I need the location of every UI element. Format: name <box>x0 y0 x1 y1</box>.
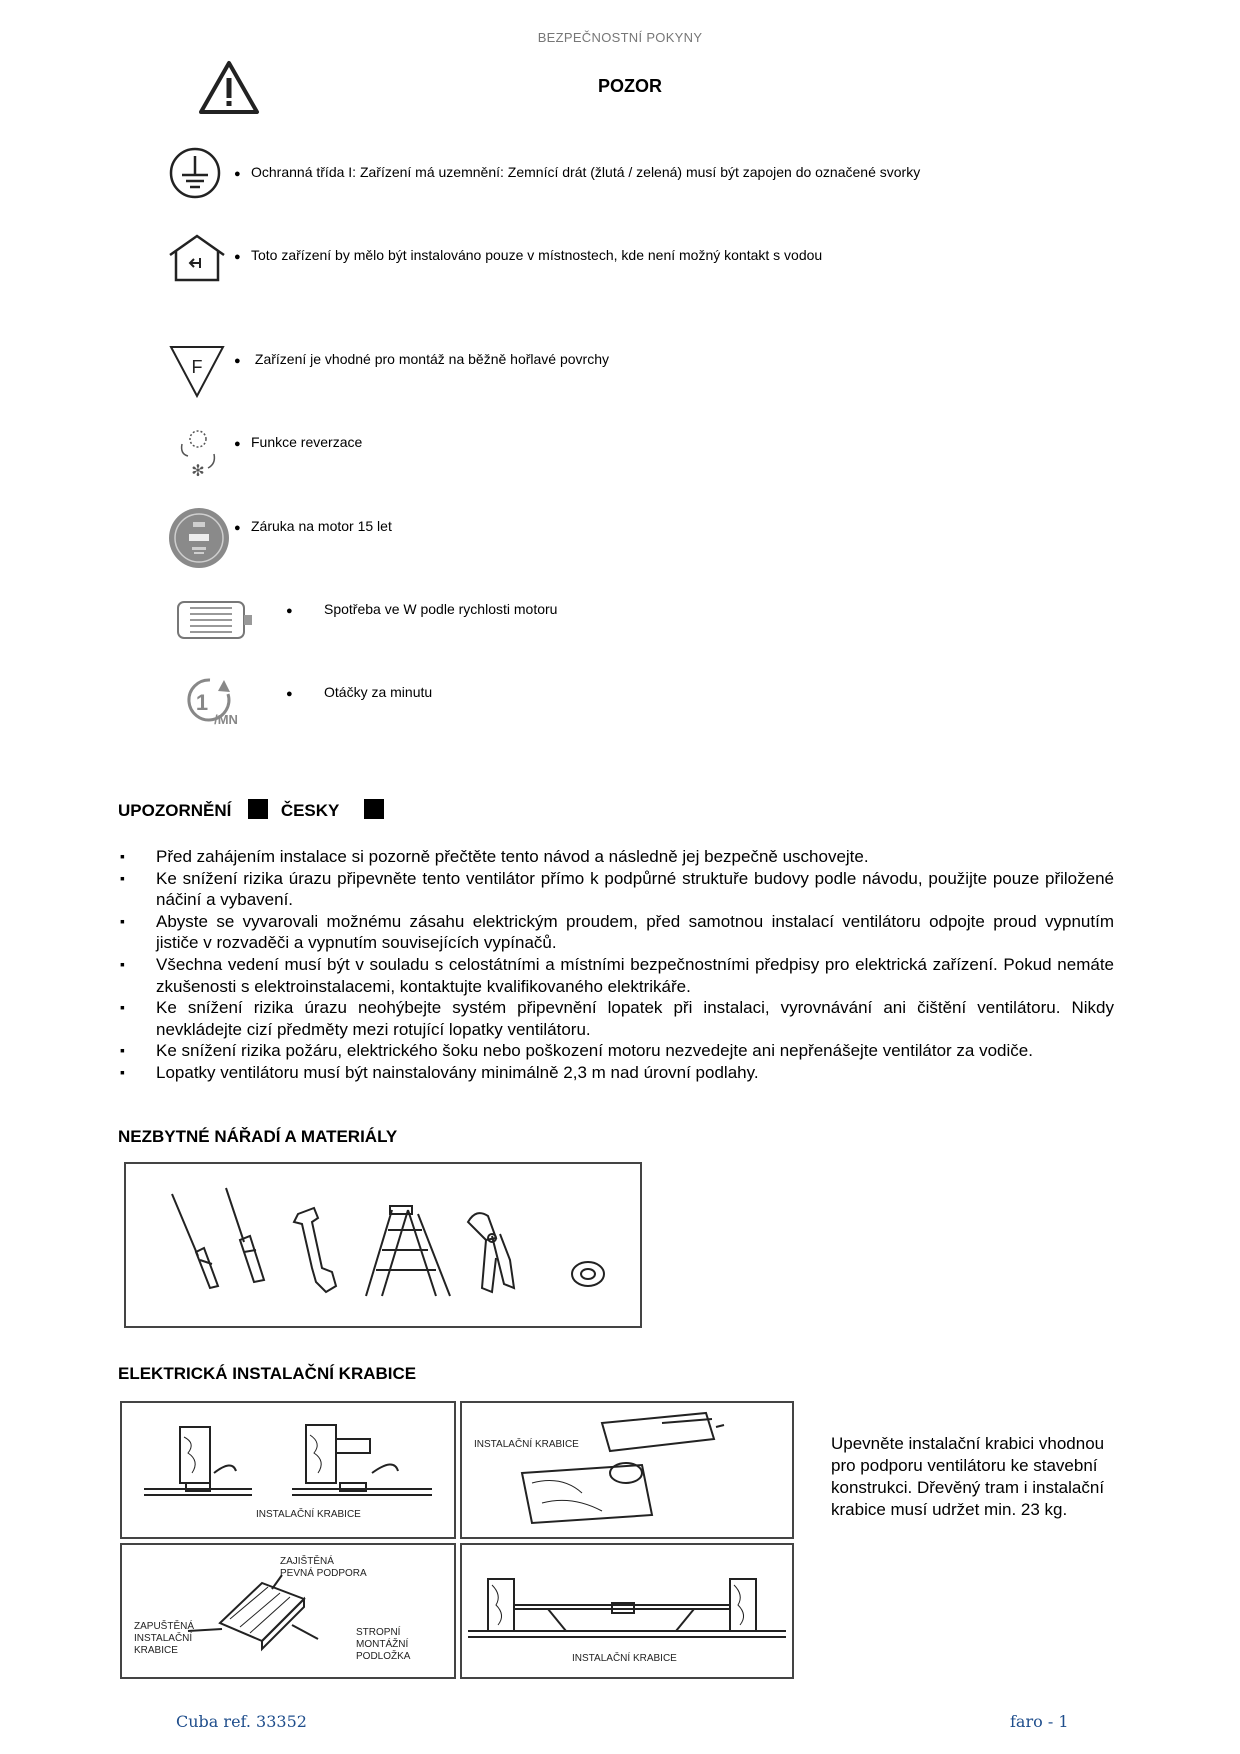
svg-text:F: F <box>191 357 203 377</box>
warranty-seal-icon <box>167 506 231 570</box>
warning-item: ▪ Lopatky ventilátoru musí být nainstalovány minimálně 2,3 m nad úrovní podlahy. <box>118 1062 1114 1084</box>
symbol-text-earth: Ochranná třída I: Zařízení má uzemnění: Zemnící drát (žlutá / zelená) musí být zapojen do označené svorky <box>251 164 921 180</box>
bullet: ● <box>234 438 241 450</box>
bullet: ● <box>286 688 293 700</box>
black-square-icon <box>364 799 384 819</box>
label-recessed-2: INSTALAČNÍ <box>134 1633 193 1644</box>
bullet: ● <box>286 605 293 617</box>
pozor-title: POZOR <box>597 76 662 96</box>
label-ceiling-2: MONTÁŽNÍ <box>356 1639 409 1650</box>
tape-roll-icon <box>572 1262 604 1286</box>
symbol-row-surface <box>234 351 609 367</box>
symbol-text-consumption: Spotřeba ve W podle rychlosti motoru <box>324 601 558 617</box>
warning-item: ▪ Ke snížení rizika požáru, elektrického šoku nebo poškození motoru nezvedejte ani nepřenášejte ventilátor za vodiče. <box>118 1040 1114 1062</box>
bullet: ● <box>234 251 241 263</box>
symbol-text-rpm: Otáčky za minutu <box>324 684 433 700</box>
label-recessed-1: ZAPUŠTĚNÁ <box>134 1621 195 1632</box>
symbol-text-reverse: Funkce reverzace <box>251 434 363 450</box>
earth-ground-icon <box>168 146 222 200</box>
motor-icon <box>176 598 256 642</box>
black-square-icon <box>248 799 268 819</box>
rpm-icon-number: 1 <box>195 690 209 715</box>
symbol-text-warranty: Záruka na motor 15 let <box>251 518 392 534</box>
symbol-row-consumption <box>286 601 557 617</box>
rpm-icon <box>180 674 246 730</box>
warnings-heading-text: UPOZORNĚNÍ <box>118 801 232 820</box>
indoor-house-icon <box>166 233 228 283</box>
label-ceiling-3: PODLOŽKA <box>356 1651 411 1662</box>
tools-illustration <box>124 1162 642 1328</box>
label-secured-support-1: ZAJIŠTĚNÁ <box>280 1556 334 1567</box>
symbol-text-indoor: Toto zařízení by mělo být instalováno pouze v místnostech, kde není možný kontakt s vodou <box>251 247 823 263</box>
bullet: ● <box>234 355 241 367</box>
warning-item: ▪ Ke snížení rizika úrazu neohýbejte systém připevnění lopatek při instalaci, vyrovnávání ani čištění ventilátoru. Nikdy nevkládejte cizí předměty mezi rotující lopatky ventilátoru. <box>118 997 1114 1040</box>
box-heading: ELEKTRICKÁ INSTALAČNÍ KRABICE <box>118 1364 417 1383</box>
symbol-row-rpm <box>286 684 432 700</box>
box-description: Upevněte instalační krabici vhodnou pro podporu ventilátoru ke stavební konstrukci. Dřevěný tram i instalační krabice musí udržet min. 23 kg. <box>831 1434 1105 1519</box>
symbol-row-indoor <box>234 247 822 263</box>
svg-text:✻: ✻ <box>191 461 205 480</box>
box-figure-side-view <box>120 1401 456 1539</box>
footer-page-number: faro - 1 <box>1010 1712 1069 1731</box>
box-figure-brace-view <box>460 1543 794 1679</box>
f-triangle-icon <box>168 343 226 399</box>
footer-reference: Cuba ref. 33352 <box>176 1712 307 1731</box>
warning-item: ▪ Abyste se vyvarovali možnému zásahu elektrickým proudem, před samotnou instalací ventilátoru odpojte proud vypnutím jističe v rozvaděči a vypnutím souvisejících vypínačů. <box>118 911 1114 954</box>
label-ceiling-1: STROPNÍ <box>356 1627 401 1638</box>
warnings-heading <box>118 799 384 821</box>
symbol-row-reverse <box>234 434 362 450</box>
label-installation-box: INSTALAČNÍ KRABICE <box>572 1653 677 1664</box>
warning-triangle-icon <box>198 60 260 116</box>
symbol-row-earth <box>234 164 920 180</box>
page-header-title: BEZPEČNOSTNÍ POKYNY <box>537 30 703 45</box>
bullet: ● <box>234 168 241 180</box>
step-ladder-icon <box>366 1206 450 1296</box>
warning-item: ▪ Všechna vedení musí být v souladu s celostátními a místními bezpečnostními předpisy pro elektrická zařízení. Pokud nemáte zkušenosti s elektroinstalacemi, kontaktujte kvalifikovaného elektrikáře. <box>118 954 1114 997</box>
symbol-text-surface: Zařízení je vhodné pro montáž na běžně hořlavé povrchy <box>251 351 609 367</box>
box-figure-recessed-view <box>120 1543 456 1679</box>
wrench-icon <box>294 1208 336 1292</box>
box-figure-joist-view <box>460 1401 794 1539</box>
symbol-row-warranty <box>234 518 392 534</box>
label-installation-box: INSTALAČNÍ KRABICE <box>474 1439 579 1450</box>
warning-item: ▪ Před zahájením instalace si pozorně přečtěte tento návod a následně jej bezpečně uschovejte. <box>118 846 1114 868</box>
warnings-list <box>118 846 1114 1084</box>
screwdriver-icon <box>172 1194 218 1288</box>
rpm-icon-unit: /MN <box>214 712 238 727</box>
label-installation-box: INSTALAČNÍ KRABICE <box>256 1509 361 1520</box>
bullet: ● <box>234 522 241 534</box>
language-label: ČESKY <box>280 801 340 820</box>
warning-item: ▪ Ke snížení rizika úrazu připevněte tento ventilátor přímo k podpůrné struktuře budovy podle návodu, použijte pouze přiložené náčiní a vybavení. <box>118 868 1114 911</box>
screwdriver-icon <box>226 1188 264 1282</box>
tools-heading: NEZBYTNÉ NÁŘADÍ A MATERIÁLY <box>118 1127 398 1146</box>
reverse-function-icon <box>176 424 220 482</box>
label-recessed-3: KRABICE <box>134 1645 178 1656</box>
pliers-icon <box>468 1213 514 1292</box>
label-secured-support-2: PEVNÁ PODPORA <box>280 1568 367 1579</box>
